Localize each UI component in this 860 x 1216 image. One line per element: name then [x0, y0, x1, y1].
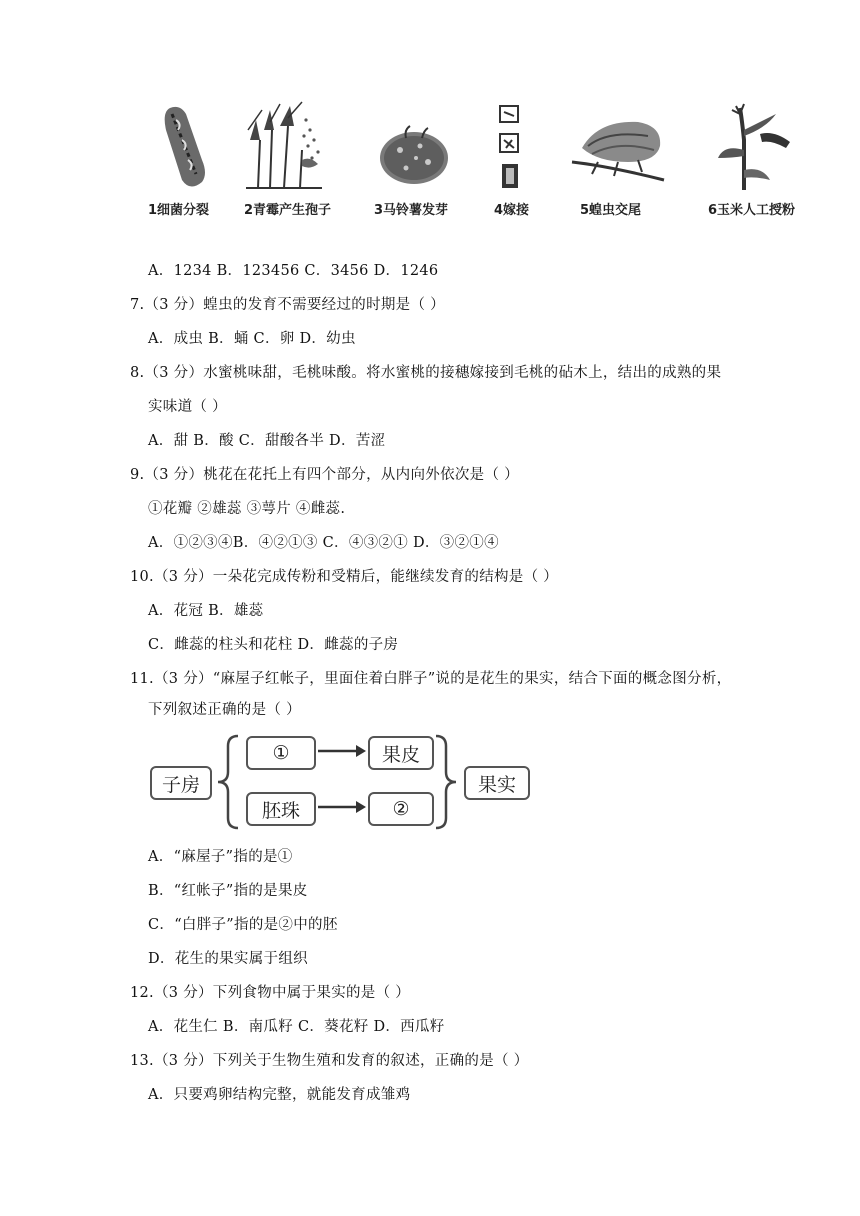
q8-options: A．甜 B．酸 C．甜酸各半 D．苦涩: [148, 433, 386, 449]
penicillium-spores-image: [240, 100, 328, 192]
fruit-box: 果实: [464, 766, 530, 800]
circle-1-box: ①: [246, 736, 316, 770]
q12-stem: 12.（3 分）下列食物中属于果实的是（ ）: [130, 985, 411, 1001]
q7-stem: 7.（3 分）蝗虫的发育不需要经过的时期是（ ）: [130, 297, 445, 313]
q11-stem-line1: 11.（3 分）“麻屋子红帐子，里面住着白胖子”说的是花生的果实，结合下面的概念图分析，: [130, 671, 732, 687]
q11-option-d: D．花生的果实属于组织: [148, 951, 308, 967]
q10-options-row1: A．花冠 B．雄蕊: [148, 603, 264, 619]
locust-mating-image: [568, 100, 668, 190]
ovule-box: 胚珠: [246, 792, 316, 826]
q6-options: A．1234 B．123456 C．3456 D．1246: [148, 263, 439, 279]
arrows: [314, 730, 368, 834]
fruit-concept-diagram: [146, 730, 546, 834]
q7-options: A．成虫 B．蛹 C．卵 D．幼虫: [148, 331, 356, 347]
grafting-image: [494, 100, 524, 192]
q11-option-c: C．“白胖子”指的是②中的胚: [148, 917, 338, 933]
bacteria-division-image: [156, 100, 210, 190]
q9-stem: 9.（3 分）桃花在花托上有四个部分，从内向外依次是（ ）: [130, 467, 519, 483]
image-caption-3: 3马铃薯发芽: [374, 203, 449, 218]
image-caption-1: 1细菌分裂: [148, 203, 210, 218]
q11-stem-line2: 下列叙述正确的是（ ）: [148, 702, 301, 718]
q8-stem-line1: 8.（3 分）水蜜桃味甜，毛桃味酸。将水蜜桃的接穗嫁接到毛桃的砧木上，结出的成熟的果: [130, 365, 722, 381]
corn-pollination-image: [714, 100, 798, 192]
q9-parts: ①花瓣 ②雄蕊 ③萼片 ④雌蕊.: [148, 501, 346, 517]
pericarp-box: 果皮: [368, 736, 434, 770]
q8-stem-line2: 实味道（ ）: [148, 399, 227, 415]
reproduction-images-strip: [148, 100, 808, 220]
q9-options: A．①②③④B．④②①③ C．④③②① D．③②①④: [148, 535, 499, 551]
q11-option-b: B．“红帐子”指的是果皮: [148, 883, 308, 899]
q10-options-row2: C．雌蕊的柱头和花柱 D．雌蕊的子房: [148, 637, 399, 653]
right-brace: [432, 730, 462, 834]
image-caption-4: 4嫁接: [494, 203, 530, 218]
q12-options: A．花生仁 B．南瓜籽 C．葵花籽 D．西瓜籽: [148, 1019, 445, 1035]
q13-stem: 13.（3 分）下列关于生物生殖和发育的叙述，正确的是（ ）: [130, 1053, 529, 1069]
left-brace: [212, 730, 242, 834]
ovary-box: 子房: [150, 766, 212, 800]
circle-2-box: ②: [368, 792, 434, 826]
q10-stem: 10.（3 分）一朵花完成传粉和受精后，能继续发育的结构是（ ）: [130, 569, 559, 585]
q13-option-a: A．只要鸡卵结构完整，就能发育成雏鸡: [148, 1087, 411, 1103]
image-caption-5: 5蝗虫交尾: [580, 203, 642, 218]
q11-option-a: A．“麻屋子”指的是①: [148, 849, 293, 865]
potato-sprouting-image: [376, 100, 452, 190]
image-caption-6: 6玉米人工授粉: [708, 203, 796, 218]
image-caption-2: 2青霉产生孢子: [244, 203, 332, 218]
